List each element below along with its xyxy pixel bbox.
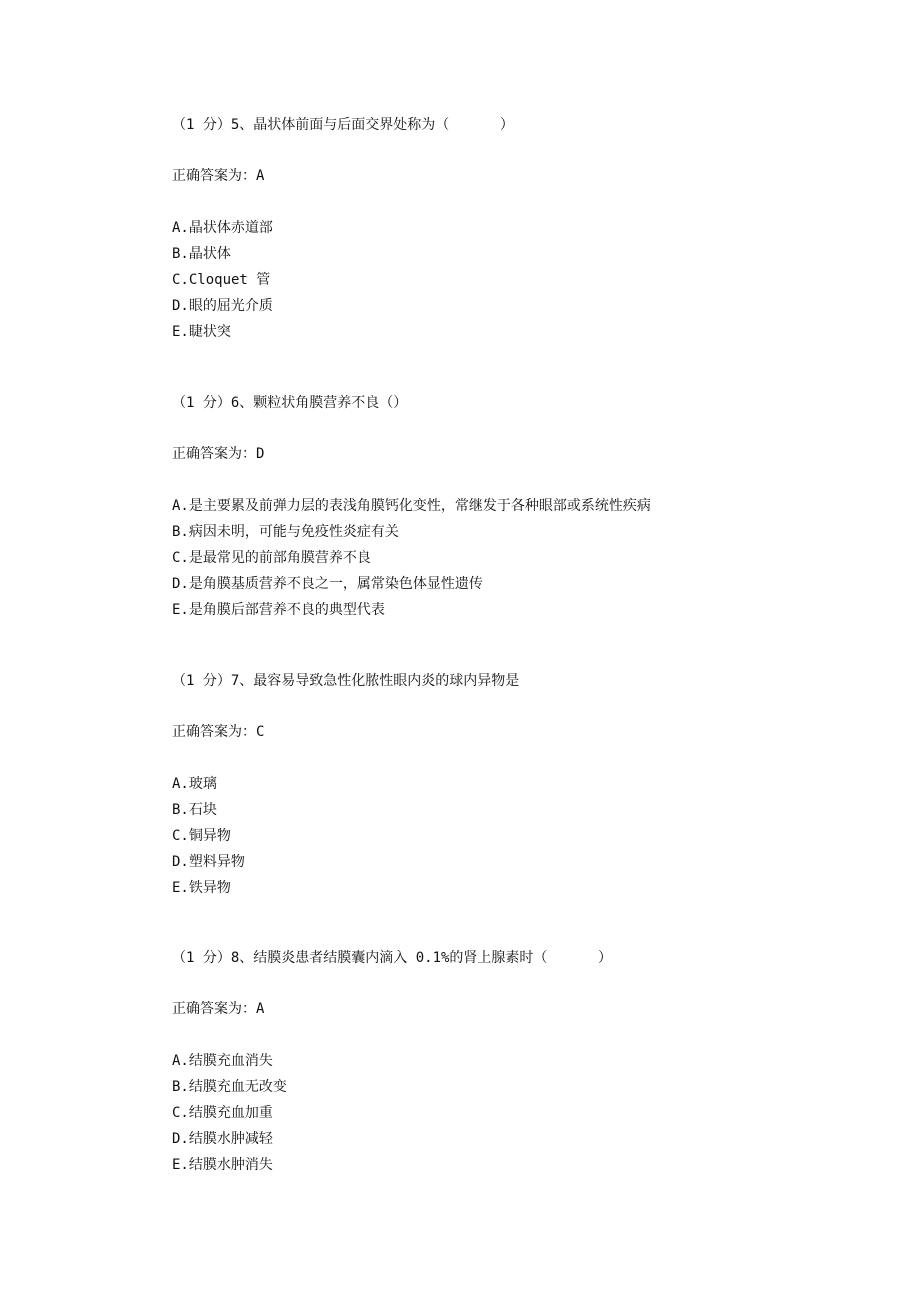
question-title: （1 分）6、颗粒状角膜营养不良（） xyxy=(172,395,408,411)
option-b: B.石块 xyxy=(172,802,217,818)
correct-answer: 正确答案为：D xyxy=(172,446,265,462)
option-d: D.是角膜基质营养不良之一，属常染色体显性遗传 xyxy=(172,576,483,592)
option-b: B.结膜充血无改变 xyxy=(172,1079,287,1095)
question-title: （1 分）7、最容易导致急性化脓性眼内炎的球内异物是 xyxy=(172,673,520,689)
question-5 xyxy=(172,115,872,345)
question-title: （1 分）5、晶状体前面与后面交界处称为（ ） xyxy=(172,117,514,133)
correct-answer: 正确答案为：A xyxy=(172,168,265,184)
option-b: B.晶状体 xyxy=(172,246,231,262)
question-title: （1 分）8、结膜炎患者结膜囊内滴入 0.1%的肾上腺素时（ ） xyxy=(172,950,613,966)
option-a: A.结膜充血消失 xyxy=(172,1053,273,1069)
option-c: C.Cloquet 管 xyxy=(172,272,271,288)
option-a: A.玻璃 xyxy=(172,776,217,792)
option-e: E.结膜水肿消失 xyxy=(172,1157,273,1173)
option-d: D.结膜水肿减轻 xyxy=(172,1131,273,1147)
option-d: D.眼的屈光介质 xyxy=(172,298,273,314)
question-6 xyxy=(172,393,872,623)
option-list xyxy=(172,771,872,901)
option-c: C.是最常见的前部角膜营养不良 xyxy=(172,550,371,566)
option-list xyxy=(172,215,872,345)
option-a: A.是主要累及前弹力层的表浅角膜钙化变性，常继发于各种眼部或系统性疾病 xyxy=(172,498,651,514)
question-7 xyxy=(172,671,872,901)
option-d: D.塑料异物 xyxy=(172,854,245,870)
option-e: E.睫状突 xyxy=(172,324,231,340)
correct-answer: 正确答案为：A xyxy=(172,1001,265,1017)
option-b: B.病因未明，可能与免疫性炎症有关 xyxy=(172,524,399,540)
option-e: E.铁异物 xyxy=(172,880,231,896)
correct-answer: 正确答案为：C xyxy=(172,724,265,740)
option-list xyxy=(172,493,872,623)
option-c: C.铜异物 xyxy=(172,828,231,844)
question-8 xyxy=(172,948,872,1178)
option-e: E.是角膜后部营养不良的典型代表 xyxy=(172,602,385,618)
option-a: A.晶状体赤道部 xyxy=(172,220,273,236)
option-list xyxy=(172,1048,872,1178)
option-c: C.结膜充血加重 xyxy=(172,1105,273,1121)
